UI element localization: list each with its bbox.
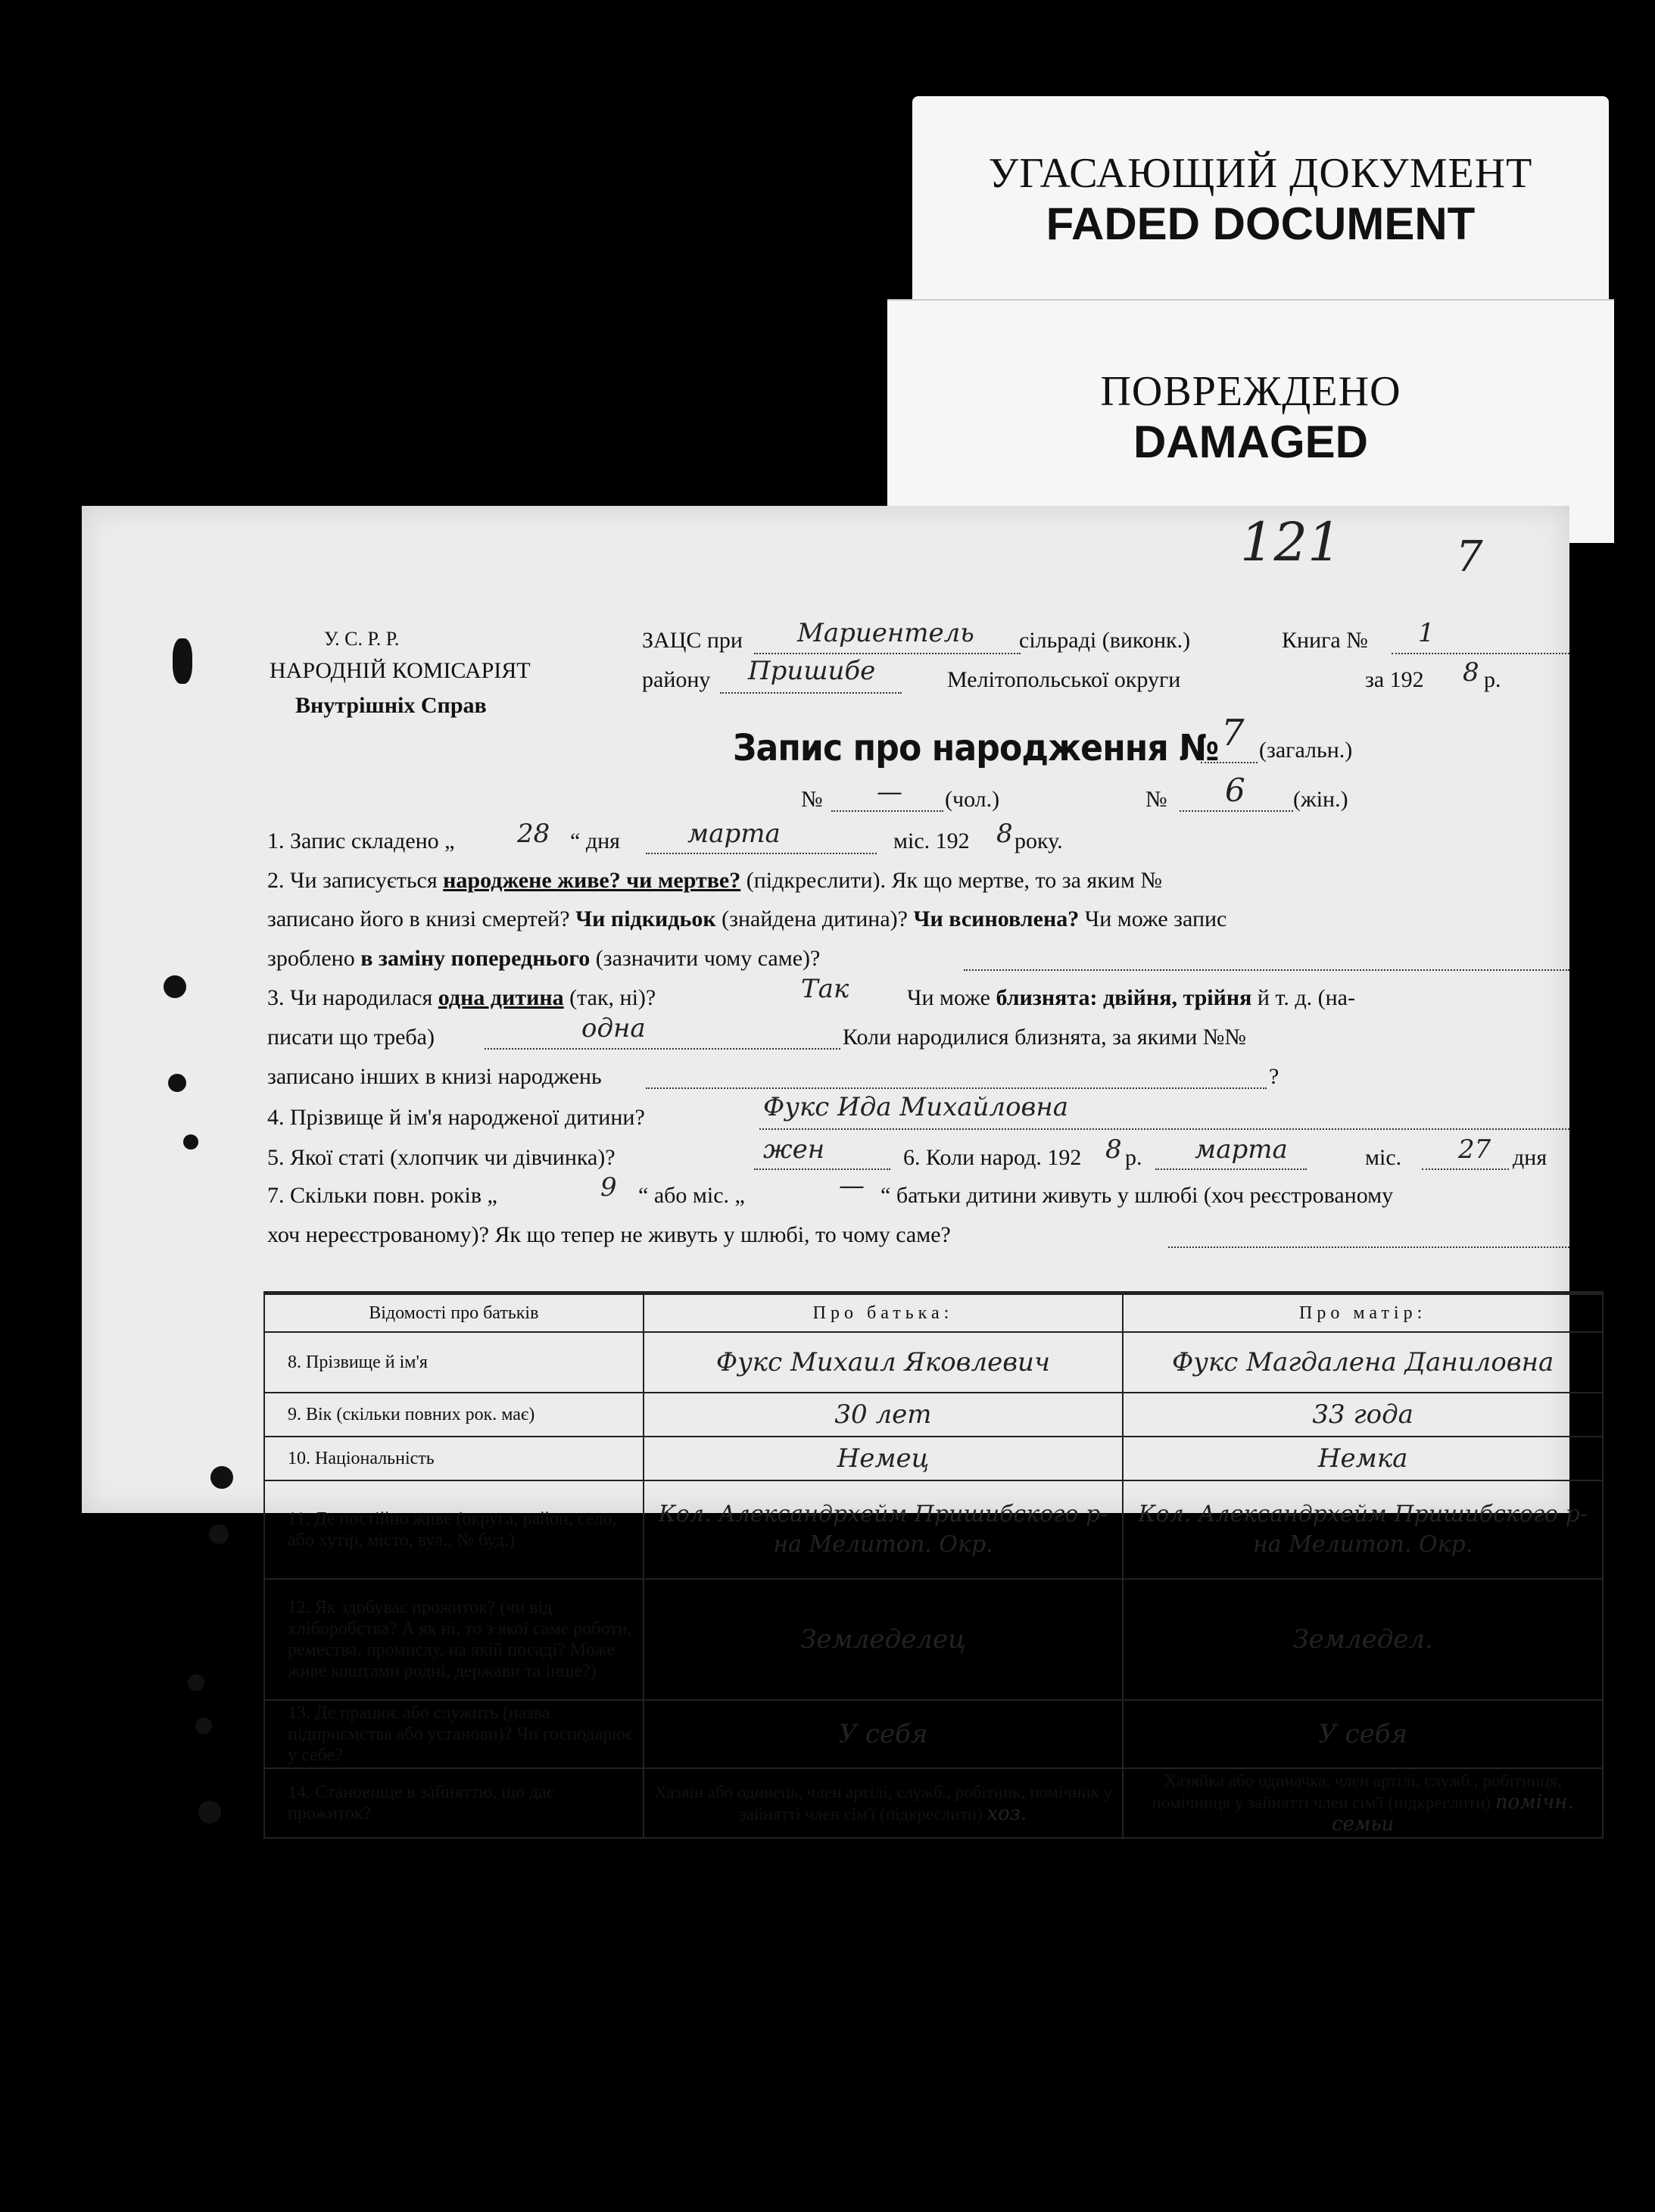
q2-e: Чи підкидьок [575,906,716,931]
q1-d: року. [1015,828,1063,853]
father-occupation-cell [644,1768,1124,1838]
q3-line1b [907,984,1355,1012]
row-question: 13. Де працює або служить (назва підприємства або установи)? Чи господарює у себе? [264,1700,644,1768]
q2-j: в заміну попереднього [360,946,591,971]
mother-occupation-options: Хазяйка або одиначка, член артілі, служб., робітниця, помічниця у зайнятті член сім'ї (підкреслити) [1152,1771,1562,1812]
male-no-sign: № [801,787,823,812]
q2-c: (підкреслити). Як що мертве, то за яким № [746,868,1162,893]
q2-h: Чи може запис [1084,906,1227,931]
q6-a: 6. Коли народ. 192 [903,1145,1082,1170]
q1-a: 1. Запис складено „ [267,828,455,853]
table-row [264,1700,1603,1768]
q3-b: одна дитина [438,985,564,1010]
q2-i: зроблено [267,946,355,971]
father-value: Кол. Александрхейм Пришибского р-на Мелитоп. Окр. [644,1480,1124,1579]
q3-a: 3. Чи народилася [267,985,433,1010]
q2-k: (зазначити чому саме)? [595,946,821,971]
male-number: — [877,777,902,807]
district-prefix: району [642,667,711,692]
punch-hole [195,1717,212,1734]
mother-value: Фукс Магдалена Даниловна [1123,1332,1603,1393]
book-number: 1 [1418,618,1435,648]
mother-occupation-note: помічн. семьи [1331,1791,1574,1836]
q1-year: 8 [996,819,1013,849]
punch-hole [173,638,192,684]
birth-record-form [82,506,1588,1836]
father-value: 30 лет [644,1393,1124,1437]
punch-hole [209,1524,229,1544]
annotation-121: 121 [1240,511,1342,573]
father-value: Земледелец [644,1579,1124,1700]
q5-answer: жен [763,1134,825,1165]
row-question: 8. Прізвище й ім'я [264,1332,644,1393]
q4-answer: Фукс Ида Михайловна [763,1092,1069,1122]
row-question: 10. Національність [264,1437,644,1480]
annotation-7: 7 [1456,532,1483,582]
q4-a: 4. Прізвище й ім'я народженої дитини? [267,1105,645,1130]
row-question: 9. Вік (скільки повних рок. має) [264,1393,644,1437]
council-suffix: сільраді (виконк.) [1019,628,1191,653]
father-occupation-note: хоз. [986,1802,1027,1825]
damaged-label-ru: ПОВРЕЖДЕНО [1100,368,1401,415]
punch-hole [164,975,186,998]
q6-c: міс. [1365,1145,1402,1170]
total-number: 7 [1221,712,1245,754]
punch-hole [168,1074,186,1092]
zags-prefix: ЗАЦС при [642,628,743,653]
q2-a: 2. Чи записується [267,868,438,893]
q3-g: писати що треба) [267,1025,435,1050]
father-value: Немец [644,1437,1124,1480]
q3-c: (так, ні)? [569,985,656,1010]
q6-year: 8 [1105,1134,1122,1165]
q3-d: Чи може [907,985,990,1010]
year-digit: 8 [1463,657,1479,688]
header-father: Про батька: [644,1293,1124,1333]
commissariat-label: НАРОДНІЙ КОМІСАРІЯТ [270,658,531,683]
mother-occupation-cell [1123,1768,1603,1838]
q3-e: близнята: двійня, трійня [996,985,1252,1010]
q7-a: 7. Скільки повн. років „ [267,1183,497,1208]
mother-value: Немка [1123,1437,1603,1480]
female-no-sign: № [1145,787,1167,812]
q6-b: р. [1125,1145,1142,1170]
q2-line3 [267,945,820,972]
district-name: Пришибе [748,656,876,686]
q1-c: міс. 192 [893,828,970,853]
q3-j: ? [1269,1064,1279,1089]
father-value: У себя [644,1700,1124,1768]
q2-d: записано його в книзі смертей? [267,906,570,931]
row-question: 14. Становище в зайняттю, що дає прожиток? [264,1768,644,1838]
record-title: Запис про народження № [733,727,1219,769]
q3-i: записано інших в книзі народжень [267,1064,602,1089]
table-row [264,1332,1603,1393]
q3-answer: Так [801,974,849,1004]
year-prefix: за 192 [1365,667,1424,692]
header-mother: Про матір: [1123,1293,1603,1333]
q2-g: Чи всиновлена? [913,906,1080,931]
q6-d: дня [1513,1145,1547,1170]
village-name: Мариентель [797,618,974,648]
header-parents-info: Відомості про батьків [264,1293,644,1333]
q3-f: й т. д. (на- [1257,985,1355,1010]
q3-answer2: одна [581,1013,646,1044]
q7-months: — [839,1171,865,1201]
damaged-label-en: DAMAGED [1133,417,1368,467]
q2-line2 [267,906,1226,933]
punch-hole [210,1466,233,1489]
q1-b: “ дня [570,828,620,853]
q2-line1 [267,867,1162,894]
table-row [264,1768,1603,1838]
year-suffix: р. [1484,667,1501,692]
mother-value: У себя [1123,1700,1603,1768]
mother-value: Кол. Александрхейм Пришибского р-на Мелитоп. Окр. [1123,1480,1603,1579]
table-row [264,1480,1603,1579]
punch-hole [188,1674,204,1691]
punch-hole [183,1134,198,1150]
row-question: 11. Де постійно живе (округа, район, село, або хутір, місто, вул., № буд.) [264,1480,644,1579]
female-label: (жін.) [1293,787,1348,812]
father-value: Фукс Михаил Яковлевич [644,1332,1124,1393]
table-header-row [264,1293,1603,1333]
q7-years: 9 [600,1172,617,1203]
parents-table [263,1291,1604,1839]
q3-h: Коли народилися близнята, за якими №№ [843,1025,1247,1050]
mother-value: 33 года [1123,1393,1603,1437]
q2-b: народжене живе? чи мертве? [443,868,741,893]
q7-b: “ або міс. „ [638,1183,745,1208]
q5-a: 5. Якої статі (хлопчик чи дівчинка)? [267,1145,616,1170]
q3-line1 [267,984,656,1012]
male-label: (чол.) [945,787,1000,812]
table-row [264,1437,1603,1480]
total-label: (загальн.) [1259,738,1353,763]
faded-label-ru: УГАСАЮЩИЙ ДОКУМЕНТ [988,150,1533,197]
female-number: 6 [1225,772,1245,809]
okrug-label: Мелітопольської округи [947,667,1181,692]
q1-day: 28 [517,819,550,849]
row-question: 12. Як здобуває прожиток? (чи від хліборобства? А як ні, то з якої саме роботи, ремества, промислу, на якій посаді? Може живе коштами родні, держави та інше?) [264,1579,644,1700]
father-occupation-options: Хазяїн або одинець, член артілі, служб., робітник, помічник у зайнятті член сім'ї (підкреслити) [653,1782,1113,1824]
mother-value: Земледел. [1123,1579,1603,1700]
faded-label-en: FADED DOCUMENT [1046,198,1476,249]
book-label: Книга № [1282,628,1368,653]
affairs-label: Внутрішніх Справ [295,693,487,718]
q2-f: (знайдена дитина)? [722,906,908,931]
table-row [264,1393,1603,1437]
q7-c: “ батьки дитини живуть у шлюбі (хоч реєстрованому [880,1183,1394,1208]
q7-d: хоч нереєстрованому)? Як що тепер не живуть у шлюбі, то чому саме? [267,1222,951,1247]
table-row [264,1579,1603,1700]
q1-month: марта [687,819,781,849]
q6-day: 27 [1458,1134,1491,1165]
punch-hole [198,1801,221,1824]
republic-label: У. С. Р. Р. [324,628,400,650]
q6-month: марта [1195,1134,1288,1165]
